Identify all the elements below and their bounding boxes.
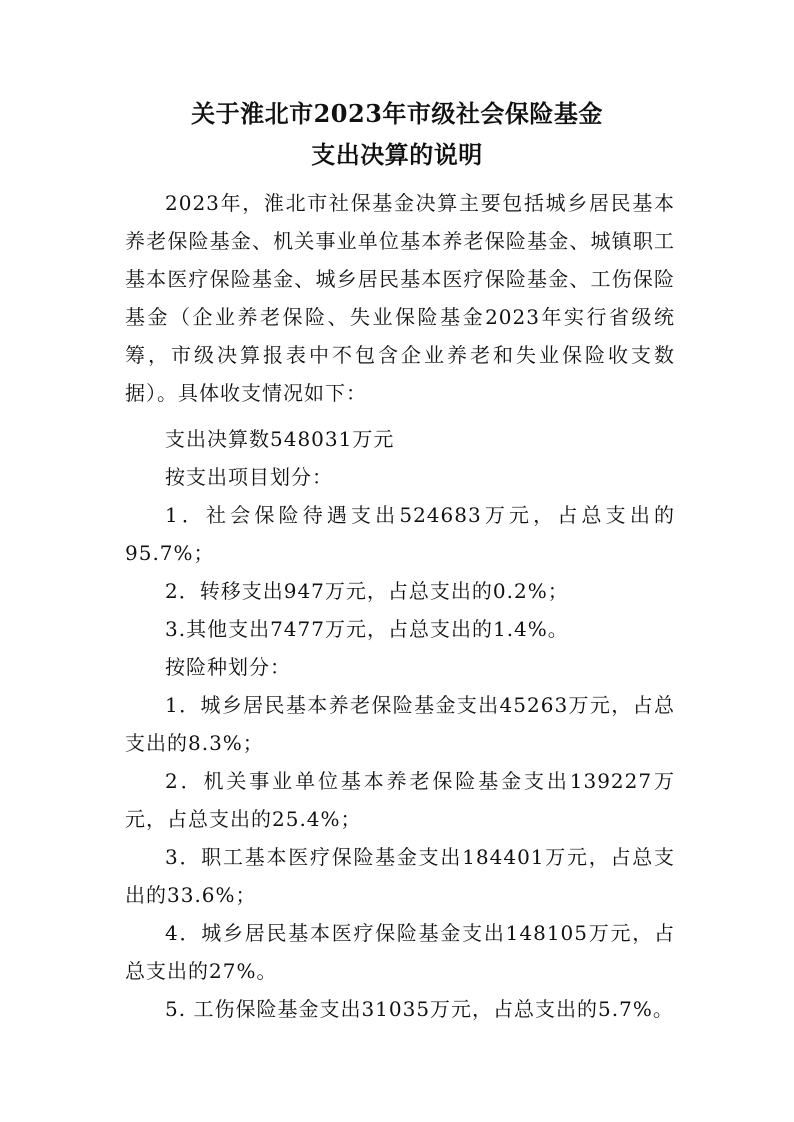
intro-paragraph: 2023年，淮北市社保基金决算主要包括城乡居民基本养老保险基金、机关事业单位基本养老保险基金、城镇职工基本医疗保险基金、城乡居民基本医疗保险基金、工伤保险基金（企业养老保险、失业保险基金2023年实行省级统筹，市级决算报表中不包含企业养老和失业保险收支数据）。具体收支情况如下：: [125, 191, 675, 405]
type-5-line: 5. 工伤保险基金支出31035万元，占总支出的5.7%。: [165, 997, 674, 1021]
by-type-heading: 按险种划分：: [165, 655, 291, 679]
item-1-line: 1．社会保险待遇支出524683万元，占总支出的95.7%；: [125, 503, 675, 565]
item-3-line: 3.其他支出7477万元，占总支出的1.4%。: [165, 617, 569, 641]
document-title-line-2: 支出决算的说明: [311, 140, 483, 169]
total-expenditure-line: 支出决算数548031万元: [165, 427, 395, 451]
type-2-paragraph: 2．机关事业单位基本养老保险基金支出139227万元，占总支出的25.4%；: [125, 769, 675, 831]
type-3-paragraph: 3．职工基本医疗保险基金支出184401万元，占总支出的33.6%；: [125, 845, 675, 907]
document-title-line-1: 关于淮北市2023年市级社会保险基金: [191, 99, 603, 128]
by-item-heading: 按支出项目划分：: [165, 465, 333, 489]
item-2-line: 2．转移支出947万元，占总支出的0.2%；: [165, 579, 569, 603]
document-body: [125, 184, 675, 1028]
type-4-paragraph: 4．城乡居民基本医疗保险基金支出148105万元，占总支出的27%。: [125, 921, 675, 983]
type-1-paragraph: 1．城乡居民基本养老保险基金支出45263万元，占总支出的8.3%；: [125, 693, 675, 755]
